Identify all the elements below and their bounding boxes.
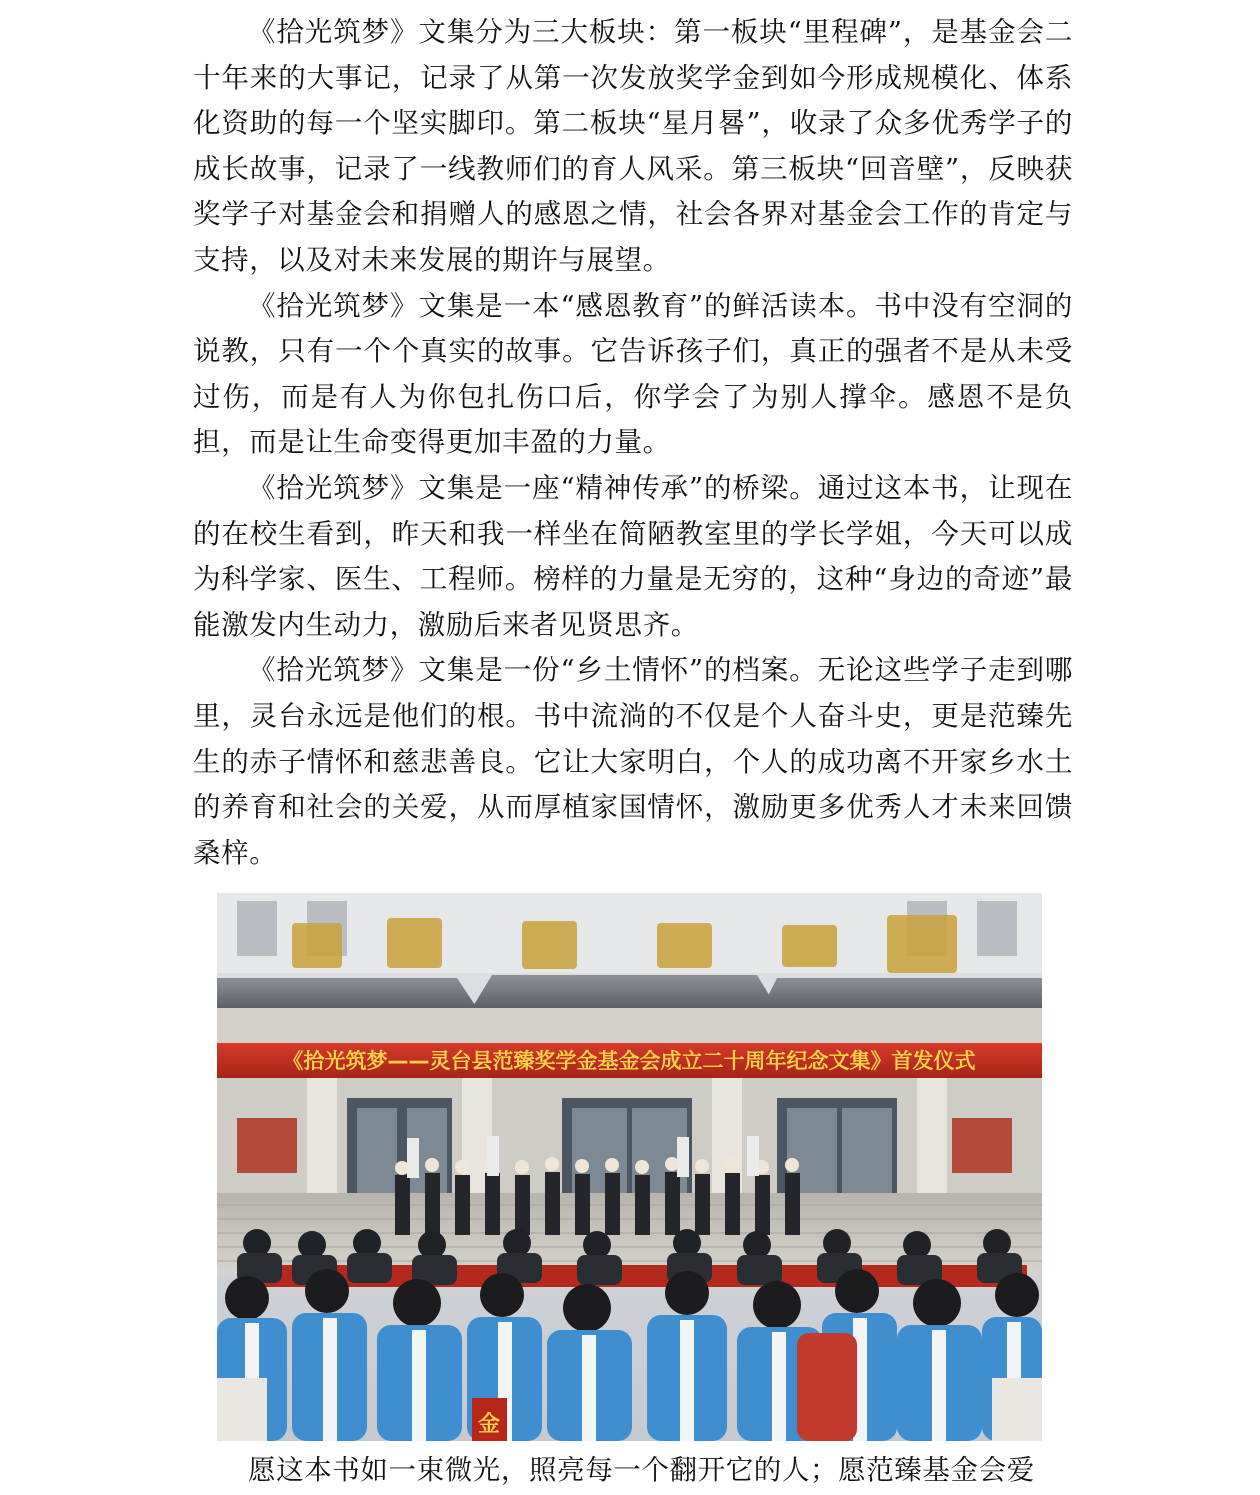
- closing-line: 愿这本书如一束微光，照亮每一个翻开它的人；愿范臻基金会爱: [248, 1454, 1035, 1486]
- podium-sign-text: 金: [477, 1412, 501, 1437]
- ceremony-photo: [217, 893, 1042, 1441]
- paragraph-hometown-feeling: 《拾光筑梦》文集是一份“乡土情怀”的档案。无论这些学子走到哪里，灵台永远是他们的根。书中流淌的不仅是个人奋斗史，更是范臻先生的赤子情怀和慈悲善良。它让大家明白，个人的成功离不开家乡水土的养育和社会的关爱，从而厚植家国情怀，激励更多优秀人才未来回馈桑梓。: [193, 654, 1073, 869]
- banner-text: 《拾光筑梦——灵台县范臻奖学金基金会成立二十周年纪念文集》首发仪式: [282, 1049, 976, 1073]
- article-body: [193, 10, 1073, 876]
- paragraph-gratitude-education: 《拾光筑梦》文集是一本“感恩教育”的鲜活读本。书中没有空洞的说教，只有一个个真实的故事。它告诉孩子们，真正的强者不是从未受过伤，而是有人为你包扎伤口后，你学会了为别人撑伞。感恩不是负担，而是让生命变得更加丰盈的力量。: [193, 289, 1073, 459]
- paragraph-spirit-inheritance: 《拾光筑梦》文集是一座“精神传承”的桥梁。通过这本书，让现在的在校生看到，昨天和我一样坐在简陋教室里的学长学姐，今天可以成为科学家、医生、工程师。榜样的力量是无穷的，这种“身边的奇迹”最能激发内生动力，激励后来者见贤思齐。: [193, 471, 1073, 641]
- paragraph-sections: 《拾光筑梦》文集分为三大板块：第一板块“里程碑”，是基金会二十年来的大事记，记录了从第一次发放奖学金到如今形成规模化、体系化资助的每一个坚实脚印。第二板块“星月晷”，收录了众多优秀学子的成长故事，记录了一线教师们的育人风采。第三板块“回音壁”，反映获奖学子对基金会和捐赠人的感恩之情，社会各界对基金会工作的肯定与支持，以及对未来发展的期许与展望。: [193, 16, 1073, 276]
